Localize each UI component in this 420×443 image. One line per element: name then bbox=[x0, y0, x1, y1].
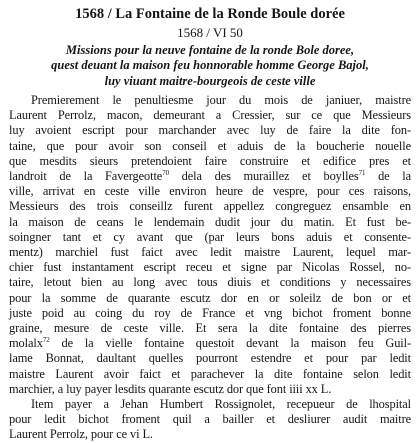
text-line: ville, arrivat en ceste ville environ heure de vespre, pour ces raisons, bbox=[9, 184, 411, 199]
document-title: 1568 / La Fontaine de la Ronde Boule dorée bbox=[75, 6, 345, 22]
text-line: luy avoient escript pour marchander avec luy de faire la dite fon- bbox=[9, 123, 411, 138]
text-line: pour la somme de quarante escutz dor en or soleilz de bon or et bbox=[9, 290, 411, 305]
document-body bbox=[9, 93, 411, 443]
subtitle-line: Missions pour la neuve fontaine de la ronde Bole doree, bbox=[65, 43, 355, 57]
text-line: Laurent Perrolz, macon, demeurant a Cressier, sur ce que Messieurs bbox=[9, 108, 411, 123]
subtitle-line: quest deuant la maison feu honnorable homme George Bajol, bbox=[51, 58, 369, 73]
text-line: landroit de la Favergeotte$^{70}$ dela des muraillez et boylles$^{71}$ de la bbox=[9, 168, 411, 183]
paragraph bbox=[9, 93, 411, 397]
subtitle-line: luy viuant maitre-bourgeois de ceste ville bbox=[104, 73, 316, 88]
text-line: taire, letout bien au long avec tous diuis et conditions y necessaires bbox=[9, 275, 411, 290]
text-line: la maison de ceans le lendemain dudit jour du matin. Et fust be- bbox=[9, 214, 411, 229]
text-line: graine, mesure de ceste ville. Et sera la dite fontaine des pierres bbox=[9, 320, 411, 335]
text-line: que mesdits sieurs pretendoient faire construire et edifice pres et bbox=[9, 153, 411, 168]
text-line: maistre Laurent avoir faict et parachever la dite fontaine selon ledit bbox=[9, 366, 411, 381]
text-line: juste poid au coing du roy de France et vng bichot froment bonne bbox=[9, 305, 411, 320]
footnote-marker: 71 bbox=[358, 168, 366, 177]
text-line: Messieurs des trois conseillz furent appellez congreguez ensamble en bbox=[9, 199, 411, 214]
archive-reference: 1568 / VI 50 bbox=[177, 25, 243, 40]
text-line: Laurent Perrolz, pour ce vi L. bbox=[9, 427, 153, 442]
text-line: Premierement le penultiesme jour du mois de janiuer, maistre bbox=[31, 92, 411, 107]
text-line: taine, que pour avoir son conseil et aduis de la boucherie nouelle bbox=[9, 138, 411, 153]
text-line: marchier, a luy payer lesdits quarante escutz dor que font iiii xx L. bbox=[9, 381, 332, 396]
text-line: molalx$^{72}$ de la vielle fontaine questoit devant la maison feu Guil- bbox=[9, 336, 411, 351]
text-line: pour ledit bichot froment quil a bailler et desliurer audit maitre bbox=[9, 412, 411, 427]
text-line: mentz) marchiel fust faict avec ledit maistre Laurent, lequel mar- bbox=[9, 244, 411, 259]
text-line: Item payer a Jehan Humbert Rossignolet, recepueur de lhospital bbox=[31, 396, 411, 411]
footnote-marker: 70 bbox=[162, 168, 169, 177]
document-subtitle bbox=[9, 43, 411, 89]
text-line: lame Bonnat, daultant quelles pourront estendre et pour par ledit bbox=[9, 351, 411, 366]
text-line: soingner tant et cy avant que (par leurs bons aduis et consente- bbox=[9, 229, 411, 244]
text-line: chier fust instantament escript receu et signe par Nicolas Rossel, no- bbox=[9, 260, 411, 275]
footnote-marker: 72 bbox=[42, 336, 50, 345]
